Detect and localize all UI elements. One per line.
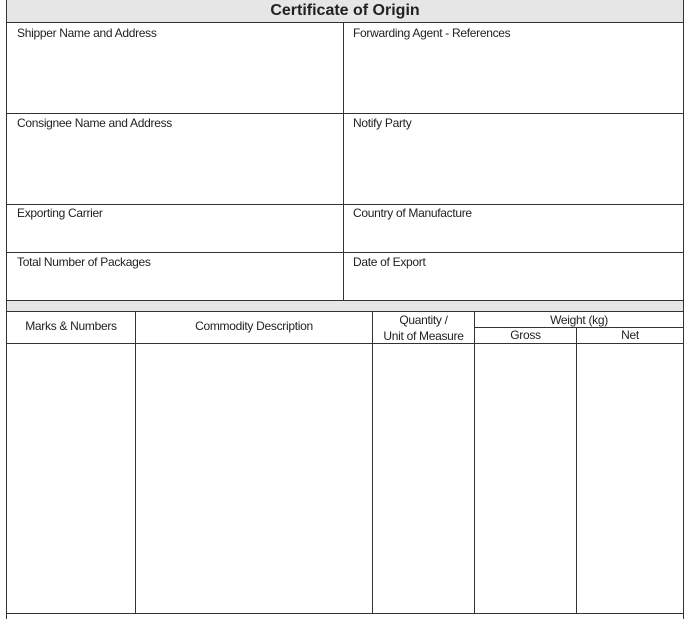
forwarding-agent-field[interactable]: Forwarding Agent - References	[353, 26, 511, 40]
country-of-manufacture-field[interactable]: Country of Manufacture	[353, 206, 472, 220]
divider	[6, 252, 684, 253]
header-commodity: Commodity Description	[195, 319, 313, 333]
header-net: Net	[621, 328, 639, 342]
total-packages-field[interactable]: Total Number of Packages	[17, 255, 151, 269]
notify-party-field[interactable]: Notify Party	[353, 116, 412, 130]
header-marks: Marks & Numbers	[25, 319, 117, 333]
table-bottom	[6, 613, 684, 614]
header-gross: Gross	[510, 328, 541, 342]
exporting-carrier-field[interactable]: Exporting Carrier	[17, 206, 103, 220]
header-unit: Unit of Measure	[383, 329, 464, 343]
table-body[interactable]	[7, 344, 683, 613]
header-quantity: Quantity /	[399, 313, 448, 327]
page-title: Certificate of Origin	[270, 2, 420, 19]
divider	[6, 311, 684, 312]
divider	[6, 204, 684, 205]
divider	[343, 22, 344, 300]
shipper-field[interactable]: Shipper Name and Address	[17, 26, 157, 40]
right-border	[683, 0, 684, 619]
divider	[6, 113, 684, 114]
date-of-export-field[interactable]: Date of Export	[353, 255, 426, 269]
consignee-field[interactable]: Consignee Name and Address	[17, 116, 172, 130]
separator-band	[7, 301, 683, 311]
header-weight: Weight (kg)	[550, 313, 608, 327]
